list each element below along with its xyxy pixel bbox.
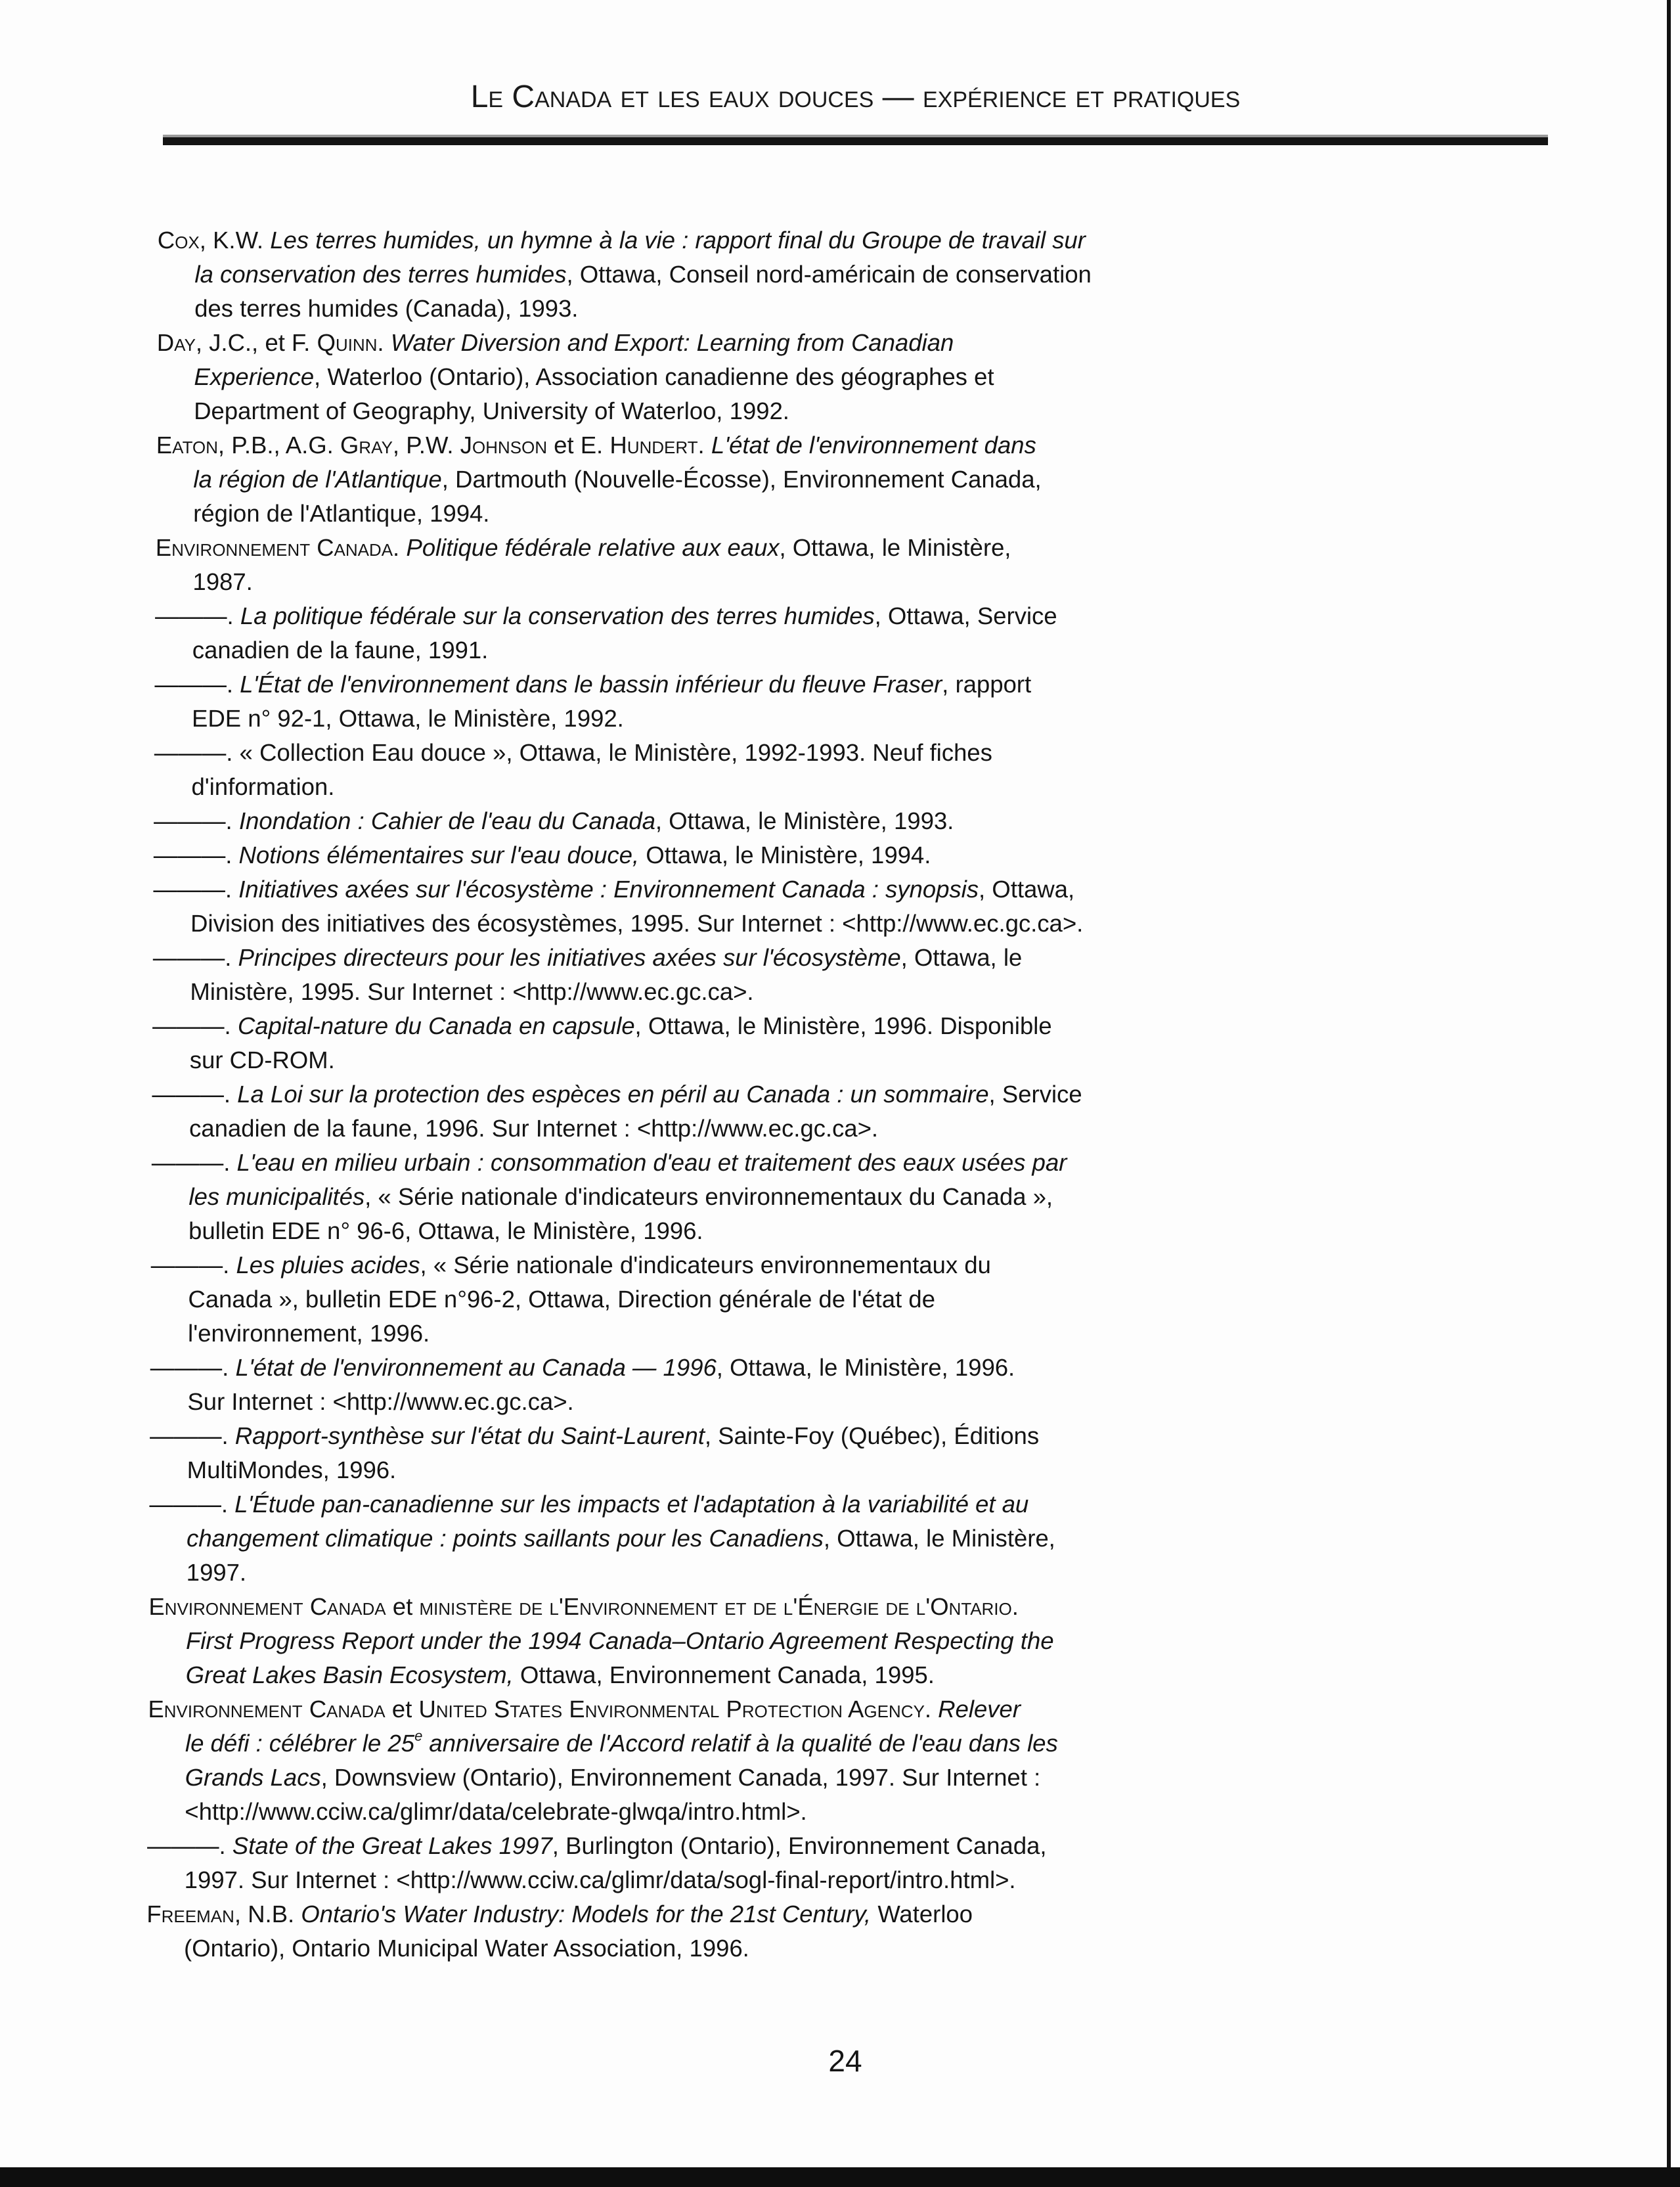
- title-text: La politique fédérale sur la conservation des terres humides: [240, 602, 875, 629]
- entry-line: [0, 394, 1575, 428]
- entry-line: [0, 1248, 1570, 1282]
- entry-text: , Ottawa, Conseil nord-américain de conservation: [566, 261, 1092, 288]
- entry-text: , J.C., et F.: [195, 329, 317, 356]
- repeat-author-dash: ———.: [150, 1251, 236, 1278]
- entry-line: [0, 1419, 1568, 1453]
- entry-text: MultiMondes, 1996.: [187, 1456, 397, 1483]
- entry-text: , N.B.: [234, 1901, 301, 1928]
- entry-text: canadien de la faune, 1991.: [192, 637, 489, 664]
- entry-text: EDE n° 92-1, Ottawa, le Ministère, 1992.: [192, 705, 624, 732]
- entry-line: [0, 1590, 1568, 1624]
- entry-line: [0, 428, 1575, 462]
- entry-line: [0, 497, 1574, 531]
- entry-line: [0, 1658, 1567, 1692]
- entry-text: , « Série nationale d'indicateurs environnementaux du Canada »,: [365, 1183, 1053, 1210]
- bibliography-entry: [0, 736, 1573, 804]
- author-name: Freeman: [146, 1901, 235, 1928]
- bibliography-entry: [0, 804, 1572, 838]
- bibliography-entry: [0, 1419, 1568, 1487]
- bibliography-entry: [0, 1590, 1568, 1692]
- repeat-author-dash: ———.: [152, 1081, 238, 1108]
- title-text: Rapport-synthèse sur l'état du Saint-Laurent: [234, 1422, 705, 1449]
- entry-line: [0, 1487, 1568, 1522]
- bibliography-entry: [0, 1829, 1566, 1897]
- title-text: Les terres humides, un hymne à la vie : rapport final du Groupe de travail sur: [270, 227, 1086, 254]
- entry-text: (Ontario), Ontario Municipal Water Association, 1996.: [183, 1935, 750, 1962]
- repeat-author-dash: ———.: [149, 1422, 236, 1449]
- repeat-author-dash: ———.: [152, 944, 238, 971]
- title-text: Experience: [194, 363, 315, 390]
- entry-text: et: [385, 1696, 419, 1723]
- title-text: Ontario's Water Industry: Models for the 21st Century,: [301, 1901, 872, 1928]
- entry-line: [0, 1897, 1566, 1931]
- title-text: L'état de l'environnement dans: [711, 432, 1036, 459]
- title-text: Principes directeurs pour les initiatives axées sur l'écosystème: [238, 944, 901, 971]
- entry-text: , K.W.: [199, 227, 271, 254]
- bibliography-entry: [0, 1692, 1567, 1829]
- entry-line: [0, 1624, 1567, 1658]
- title-text: Great Lakes Basin Ecosystem,: [185, 1661, 514, 1688]
- entry-line: [0, 1453, 1568, 1487]
- entry-line: [0, 1522, 1568, 1556]
- entry-text: « Collection Eau douce », Ottawa, le Ministère, 1992-1993. Neuf fiches: [239, 739, 993, 766]
- entry-text: sur CD-ROM.: [189, 1047, 335, 1073]
- page-number: 24: [828, 2044, 862, 2078]
- entry-text: , Waterloo (Ontario), Association canadienne des géographes et: [313, 363, 994, 390]
- title-text: Grands Lacs: [185, 1764, 321, 1791]
- bibliography: [0, 223, 1576, 1966]
- title-text: Relever: [938, 1696, 1021, 1723]
- author-name: Day: [156, 329, 196, 356]
- entry-text: Ministère, 1995. Sur Internet : <http://www.ec.gc.ca>.: [190, 978, 754, 1005]
- entry-text: 1987.: [192, 568, 253, 595]
- entry-text: l'environnement, 1996.: [187, 1320, 430, 1347]
- bibliography-entry: [0, 223, 1576, 326]
- author-name: ministère de l'Environnement et de l'Énergie de l'Ontario: [419, 1593, 1012, 1620]
- entry-text: , rapport: [942, 671, 1032, 698]
- entry-text: Ottawa, le Ministère, 1994.: [639, 842, 931, 868]
- entry-text: Department of Geography, University of Waterloo, 1992.: [194, 397, 790, 424]
- author-name: Johnson: [460, 432, 548, 459]
- bibliography-entry: [0, 838, 1572, 872]
- entry-text: , Dartmouth (Nouvelle-Écosse), Environnement Canada,: [441, 466, 1042, 493]
- title-text: L'État de l'environnement dans le bassin inférieur du fleuve Fraser: [240, 671, 942, 698]
- entry-line: [0, 1385, 1569, 1419]
- bibliography-entry: [0, 941, 1572, 1009]
- bibliography-entry: [0, 1077, 1571, 1146]
- repeat-author-dash: ———.: [153, 842, 239, 868]
- entry-text: , Ottawa, le Ministère, 1996.: [716, 1354, 1015, 1381]
- entry-text: et: [386, 1593, 420, 1620]
- bibliography-entry: [0, 1146, 1570, 1248]
- entry-line: [0, 1829, 1566, 1863]
- entry-text: .: [697, 432, 712, 459]
- entry-line: [0, 838, 1572, 872]
- bibliography-entry: [0, 1897, 1566, 1966]
- entry-text: , Ottawa, Service: [874, 602, 1057, 629]
- entry-text: , Ottawa, le Ministère,: [823, 1525, 1056, 1552]
- entry-text: d'information.: [191, 773, 335, 800]
- entry-line: [0, 1214, 1570, 1248]
- entry-line: [0, 292, 1576, 326]
- entry-line: [0, 565, 1574, 599]
- bibliography-entry: [0, 326, 1576, 428]
- entry-line: [0, 360, 1576, 394]
- entry-text: Sur Internet : <http://www.ec.gc.ca>.: [187, 1388, 574, 1415]
- entry-text: canadien de la faune, 1996. Sur Internet : <http://www.ec.gc.ca>.: [188, 1115, 879, 1142]
- entry-line: [0, 975, 1572, 1009]
- entry-text: des terres humides (Canada), 1993.: [194, 295, 579, 322]
- entry-text: , Ottawa, le Ministère,: [779, 534, 1011, 561]
- entry-text: Division des initiatives des écosystèmes, 1995. Sur Internet : <http://www.ec.gc.ca>.: [190, 910, 1084, 937]
- entry-line: [0, 907, 1572, 941]
- repeat-author-dash: ———.: [152, 1012, 238, 1039]
- entry-text: et E.: [546, 432, 610, 459]
- title-text: le défi : célébrer le 25: [185, 1730, 415, 1757]
- title-text: First Progress Report under the 1994 Canada–Ontario Agreement Respecting the: [185, 1627, 1054, 1654]
- entry-line: [0, 223, 1576, 258]
- entry-text: Canada », bulletin EDE n°96-2, Ottawa, Direction générale de l'état de: [188, 1286, 936, 1313]
- title-text: la conservation des terres humides: [194, 261, 567, 288]
- entry-line: [0, 326, 1576, 360]
- page-edge-line: [1667, 0, 1671, 2168]
- title-text: L'état de l'environnement au Canada — 1996: [235, 1354, 717, 1381]
- entry-text: , Ottawa, le: [900, 944, 1023, 971]
- entry-line: [0, 1282, 1570, 1317]
- title-text: L'Étude pan-canadienne sur les impacts et l'adaptation à la variabilité et au: [234, 1491, 1029, 1518]
- bibliography-entry: [0, 667, 1574, 736]
- author-name: Environnement Canada: [148, 1593, 386, 1620]
- bibliography-entry: [0, 1248, 1570, 1351]
- bibliography-entry: [0, 531, 1574, 599]
- entry-text: , Service: [988, 1081, 1082, 1108]
- entry-text: , Ottawa, le Ministère, 1993.: [655, 807, 954, 834]
- scan-bottom-band: [0, 2167, 1680, 2187]
- bibliography-entry: [0, 872, 1572, 941]
- entry-line: [0, 1692, 1567, 1726]
- entry-line: [0, 1043, 1571, 1077]
- entry-line: [0, 872, 1572, 907]
- entry-text: , Downsview (Ontario), Environnement Canada, 1997. Sur Internet :: [321, 1764, 1041, 1791]
- author-name: Cox: [157, 227, 200, 254]
- entry-text: , Ottawa,: [978, 876, 1075, 903]
- entry-text: , P.W.: [392, 432, 460, 459]
- entry-line: [0, 1180, 1570, 1214]
- repeat-author-dash: ———.: [149, 1491, 235, 1518]
- author-name: Environnement Canada: [155, 534, 393, 561]
- bibliography-entry: [0, 1487, 1568, 1590]
- repeat-author-dash: ———.: [146, 1832, 232, 1859]
- repeat-author-dash: ———.: [150, 1354, 236, 1381]
- entry-line: [0, 1795, 1566, 1829]
- entry-line: [0, 1726, 1566, 1761]
- title-text: Politique fédérale relative aux eaux: [406, 534, 780, 561]
- entry-text: .: [393, 534, 407, 561]
- repeat-author-dash: ———.: [154, 671, 240, 698]
- bibliography-entry: [0, 1351, 1569, 1419]
- entry-line: [0, 1863, 1566, 1897]
- entry-text: bulletin EDE n° 96-6, Ottawa, le Ministère, 1996.: [188, 1217, 703, 1244]
- header-rule: [163, 137, 1548, 145]
- entry-line: [0, 258, 1576, 292]
- title-text: changement climatique : points saillants pour les Canadiens: [186, 1525, 824, 1552]
- bibliography-entry: [0, 1009, 1571, 1077]
- entry-text: .: [924, 1696, 939, 1723]
- title-text: L'eau en milieu urbain : consommation d'eau et traitement des eaux usées par: [236, 1149, 1067, 1176]
- entry-line: [0, 1009, 1571, 1043]
- entry-text: , Ottawa, le Ministère, 1996. Disponible: [634, 1012, 1052, 1039]
- repeat-author-dash: ———.: [155, 602, 241, 629]
- entry-line: [0, 1761, 1566, 1795]
- repeat-author-dash: ———.: [154, 739, 240, 766]
- bibliography-entry: [0, 428, 1575, 531]
- entry-text: , Burlington (Ontario), Environnement Canada,: [552, 1832, 1047, 1859]
- title-text: anniversaire de l'Accord relatif à la qualité de l'eau dans les: [422, 1730, 1058, 1757]
- title-text: State of the Great Lakes 1997: [232, 1832, 552, 1859]
- entry-line: [0, 599, 1574, 633]
- entry-text: .: [1011, 1593, 1019, 1620]
- entry-text: , Sainte-Foy (Québec), Éditions: [704, 1422, 1040, 1449]
- author-name: Gray: [340, 432, 393, 459]
- entry-line: [0, 1351, 1569, 1385]
- author-name: Eaton: [156, 432, 219, 459]
- author-name: United States Environmental Protection Agency: [418, 1696, 925, 1723]
- author-name: Hundert: [609, 432, 698, 459]
- bibliography-entry: [0, 599, 1574, 667]
- entry-text: .: [377, 329, 391, 356]
- entry-line: [0, 736, 1573, 770]
- entry-text: 1997.: [186, 1559, 247, 1586]
- superscript-text: e: [414, 1727, 423, 1744]
- author-name: Quinn: [317, 329, 378, 356]
- running-header: Le Canada et les eaux douces — expérience et pratiques: [470, 79, 1241, 114]
- title-text: Water Diversion and Export: Learning from Canadian: [390, 329, 954, 356]
- entry-text: 1997. Sur Internet : <http://www.cciw.ca/glimr/data/sogl-final-report/intro.html>.: [184, 1866, 1016, 1893]
- entry-line: [0, 531, 1574, 565]
- entry-text: Waterloo: [871, 1901, 973, 1928]
- title-text: la région de l'Atlantique: [193, 466, 442, 493]
- entry-line: [0, 702, 1573, 736]
- title-text: Les pluies acides: [236, 1251, 420, 1278]
- entry-line: [0, 633, 1574, 667]
- author-name: Environnement Canada: [148, 1696, 386, 1723]
- title-text: Inondation : Cahier de l'eau du Canada: [238, 807, 656, 834]
- title-text: Capital-nature du Canada en capsule: [237, 1012, 635, 1039]
- entry-line: [0, 1317, 1569, 1351]
- entry-line: [0, 462, 1575, 497]
- entry-line: [0, 1112, 1570, 1146]
- repeat-author-dash: ———.: [153, 807, 240, 834]
- repeat-author-dash: ———.: [151, 1149, 237, 1176]
- entry-line: [0, 667, 1574, 702]
- entry-line: [0, 770, 1573, 804]
- entry-line: [0, 804, 1572, 838]
- entry-line: [0, 1556, 1568, 1590]
- title-text: les municipalités: [188, 1183, 365, 1210]
- entry-line: [0, 941, 1572, 975]
- entry-text: , « Série nationale d'indicateurs environnementaux du: [420, 1251, 992, 1278]
- entry-line: [0, 1077, 1571, 1112]
- entry-line: [0, 1931, 1565, 1966]
- entry-text: région de l'Atlantique, 1994.: [193, 500, 490, 527]
- entry-text: Ottawa, Environnement Canada, 1995.: [513, 1661, 935, 1688]
- title-text: La Loi sur la protection des espèces en péril au Canada : un sommaire: [237, 1081, 989, 1108]
- repeat-author-dash: ———.: [153, 876, 239, 903]
- title-text: Initiatives axées sur l'écosystème : Environnement Canada : synopsis: [238, 876, 979, 903]
- entry-text: , P.B., A.G.: [217, 432, 341, 459]
- title-text: Notions élémentaires sur l'eau douce,: [238, 842, 640, 868]
- entry-text: <http://www.cciw.ca/glimr/data/celebrate-glwqa/intro.html>.: [185, 1798, 807, 1825]
- entry-line: [0, 1146, 1570, 1180]
